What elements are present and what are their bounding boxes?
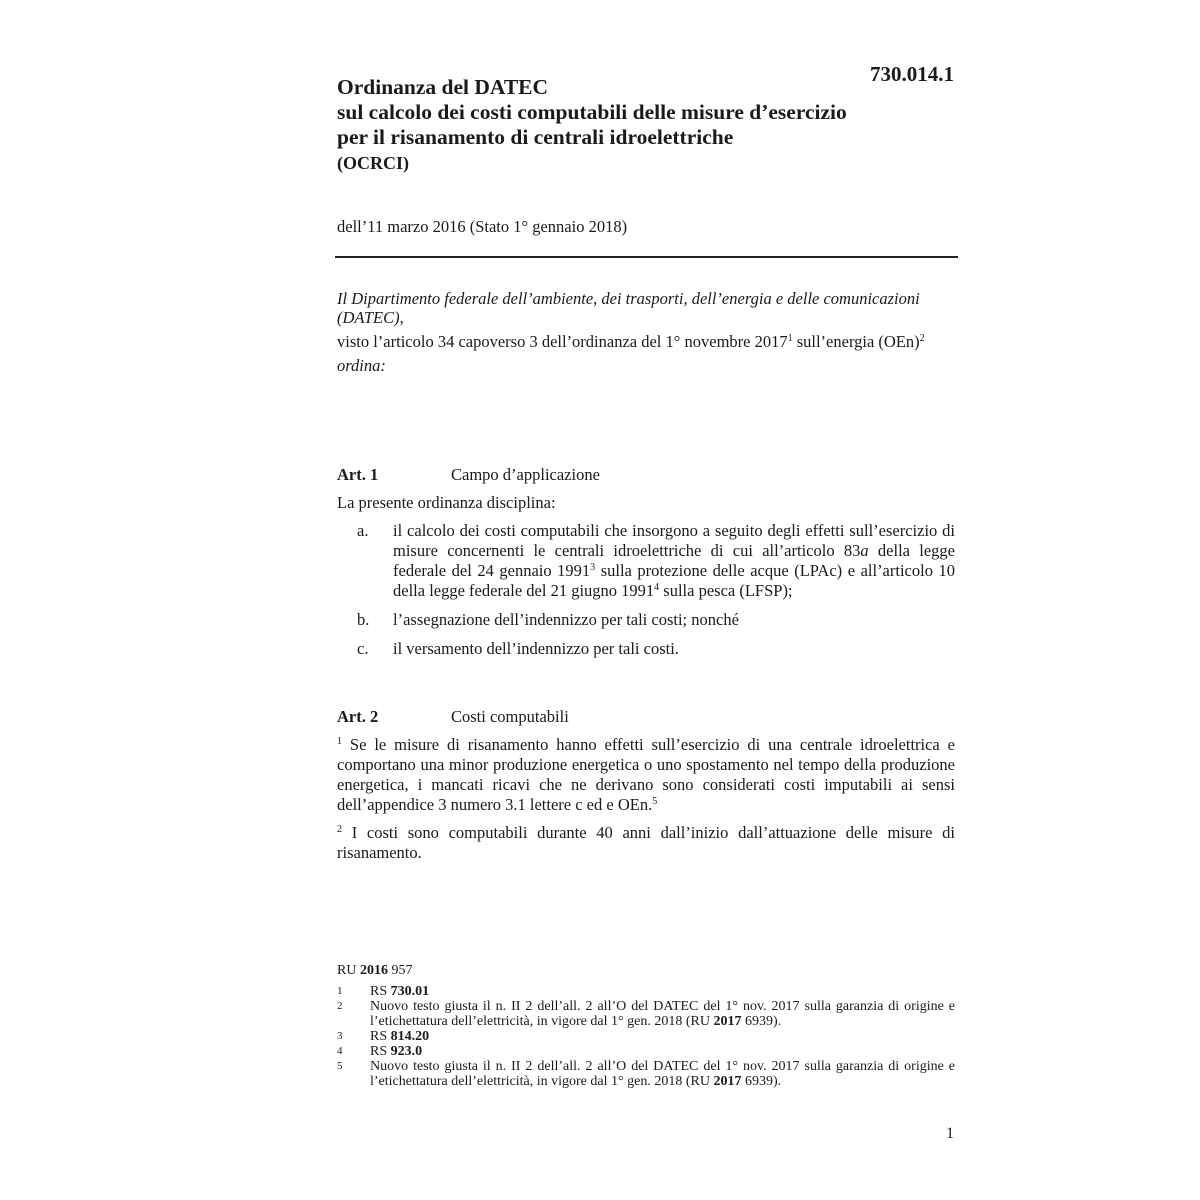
footnote-number: 5 xyxy=(337,1060,343,1072)
list-item xyxy=(337,610,955,630)
article-number: Art. 1 xyxy=(337,465,379,484)
text-run: della legge federale del 24 gennaio 1991 xyxy=(393,541,955,580)
list-text: l’assegnazione dell’indennizzo per tali costi; nonché xyxy=(393,610,739,629)
footnote-pre: Nuovo testo giusta il n. II 2 dell’all. 2 all’O del DATEC del 1° nov. 2017 sulla garanzia di origine e l’etichettatura dell’elettricità, in vigore dal 1° gen. 2018 (RU xyxy=(370,999,955,1029)
article-title: Costi computabili xyxy=(451,707,569,726)
article-1-intro: La presente ordinanza disciplina: xyxy=(337,493,556,512)
footnote-5 xyxy=(337,1059,955,1089)
footnote-link[interactable]: 923.0 xyxy=(390,1044,423,1059)
preamble-legal-basis xyxy=(337,332,955,351)
page-number: 1 xyxy=(946,1125,954,1142)
list-item xyxy=(337,639,955,659)
footnote-number: 3 xyxy=(337,1030,343,1042)
ru-reference xyxy=(337,963,955,978)
footnote-pre: RS xyxy=(370,984,391,999)
footnote-link[interactable]: 2017 xyxy=(713,1074,742,1089)
text-run: il calcolo dei costi computabili che insorgono a seguito degli effetti sull’esercizio di misure concernenti le centrali idroelettriche di cui all’articolo 83 xyxy=(393,521,955,560)
list-text: il versamento dell’indennizzo per tali costi. xyxy=(393,639,679,658)
paragraph-text: Se le misure di risanamento hanno effetti sull’esercizio di una centrale idroelettrica e comportano una minor produzione energetica o uno spostamento nel tempo della produzione energetica, i mancati ricavi che ne derivano sono considerati costi imputabili ai sensi dell’appendice 3 numero 3.1 lettere c ed e OEn. xyxy=(337,735,955,814)
paragraph-text: I costi sono computabili durante 40 anni dall’inizio dall’attuazione delle misure di risanamento. xyxy=(337,823,955,862)
list-letter: b. xyxy=(357,610,370,629)
ru-year: 2016 xyxy=(359,963,388,978)
footnote-text xyxy=(370,1059,955,1089)
footnote-link[interactable]: 730.01 xyxy=(390,984,430,999)
footnote-text xyxy=(370,1029,955,1044)
sr-number: 730.014.1 xyxy=(870,62,954,86)
footnote-ref-5[interactable]: 5 xyxy=(652,796,658,807)
article-1 xyxy=(337,465,955,668)
document-date: dell’11 marzo 2016 (Stato 1° gennaio 2018) xyxy=(337,217,628,236)
basis-text: visto l’articolo 34 capoverso 3 dell’ordinanza del 1° novembre 2017 xyxy=(337,332,788,351)
ru-prefix: RU xyxy=(337,963,360,978)
title-line: Ordinanza del DATEC xyxy=(337,75,549,99)
list-text xyxy=(393,521,955,601)
footnote-ref-3[interactable]: 3 xyxy=(590,562,596,573)
title-line: per il risanamento di centrali idroelettriche xyxy=(337,125,734,149)
footnote-number: 1 xyxy=(337,985,343,997)
footnote-text xyxy=(370,1044,955,1059)
footnote-4 xyxy=(337,1044,955,1059)
footnote-number: 2 xyxy=(337,1000,343,1012)
footnote-3 xyxy=(337,1029,955,1044)
basis-text: sull’energia (OEn) xyxy=(792,332,920,351)
footnote-pre: Nuovo testo giusta il n. II 2 dell’all. 2 all’O del DATEC del 1° nov. 2017 sulla garanzia di origine e l’etichettatura dell’elettricità, in vigore dal 1° gen. 2018 (RU xyxy=(370,1059,955,1089)
footnote-text xyxy=(370,984,955,999)
text-run-italic: a xyxy=(860,541,869,560)
title-line: sul calcolo dei costi computabili delle misure d’esercizio xyxy=(337,100,847,124)
footnote-ref-1[interactable]: 1 xyxy=(787,333,793,344)
footnote-ref-4[interactable]: 4 xyxy=(654,582,660,593)
footnote-text xyxy=(370,999,955,1029)
preamble-decree: ordina: xyxy=(337,356,386,375)
document-abbreviation: (OCRCI) xyxy=(337,153,409,173)
footnote-post: 6939). xyxy=(741,1074,782,1089)
footnote-ref-2[interactable]: 2 xyxy=(919,333,925,344)
footnote-number: 4 xyxy=(337,1045,343,1057)
footnote-pre: RS xyxy=(370,1029,391,1044)
article-2-heading xyxy=(337,707,955,727)
article-2-paragraph-2 xyxy=(337,823,955,863)
preamble xyxy=(337,289,955,380)
header-divider xyxy=(335,256,958,258)
paragraph-number: 2 xyxy=(337,824,342,835)
document-title xyxy=(337,75,957,150)
ru-page: 957 xyxy=(387,963,413,978)
footnote-post: 6939). xyxy=(741,1014,782,1029)
list-letter: a. xyxy=(357,521,369,540)
footnote-link[interactable]: 814.20 xyxy=(390,1029,430,1044)
footnote-link[interactable]: 2017 xyxy=(713,1014,742,1029)
paragraph-number: 1 xyxy=(337,736,342,747)
article-2 xyxy=(337,707,955,871)
footnote-pre: RS xyxy=(370,1044,391,1059)
article-2-paragraph-1 xyxy=(337,735,955,815)
list-item xyxy=(337,521,955,601)
article-1-list xyxy=(337,521,955,659)
text-run: sulla protezione delle acque (LPAc) e all’articolo 10 della legge federale del 21 giugno 1991 xyxy=(393,561,955,600)
article-number: Art. 2 xyxy=(337,707,379,726)
footnotes xyxy=(337,963,955,1089)
footnote-1 xyxy=(337,984,955,999)
preamble-authority: Il Dipartimento federale dell’ambiente, dei trasporti, dell’energia e delle comunicazioni (DATEC), xyxy=(337,289,920,327)
text-run: sulla pesca (LFSP); xyxy=(659,581,793,600)
footnote-2 xyxy=(337,999,955,1029)
list-letter: c. xyxy=(357,639,369,658)
article-1-heading xyxy=(337,465,955,485)
article-title: Campo d’applicazione xyxy=(451,465,600,484)
